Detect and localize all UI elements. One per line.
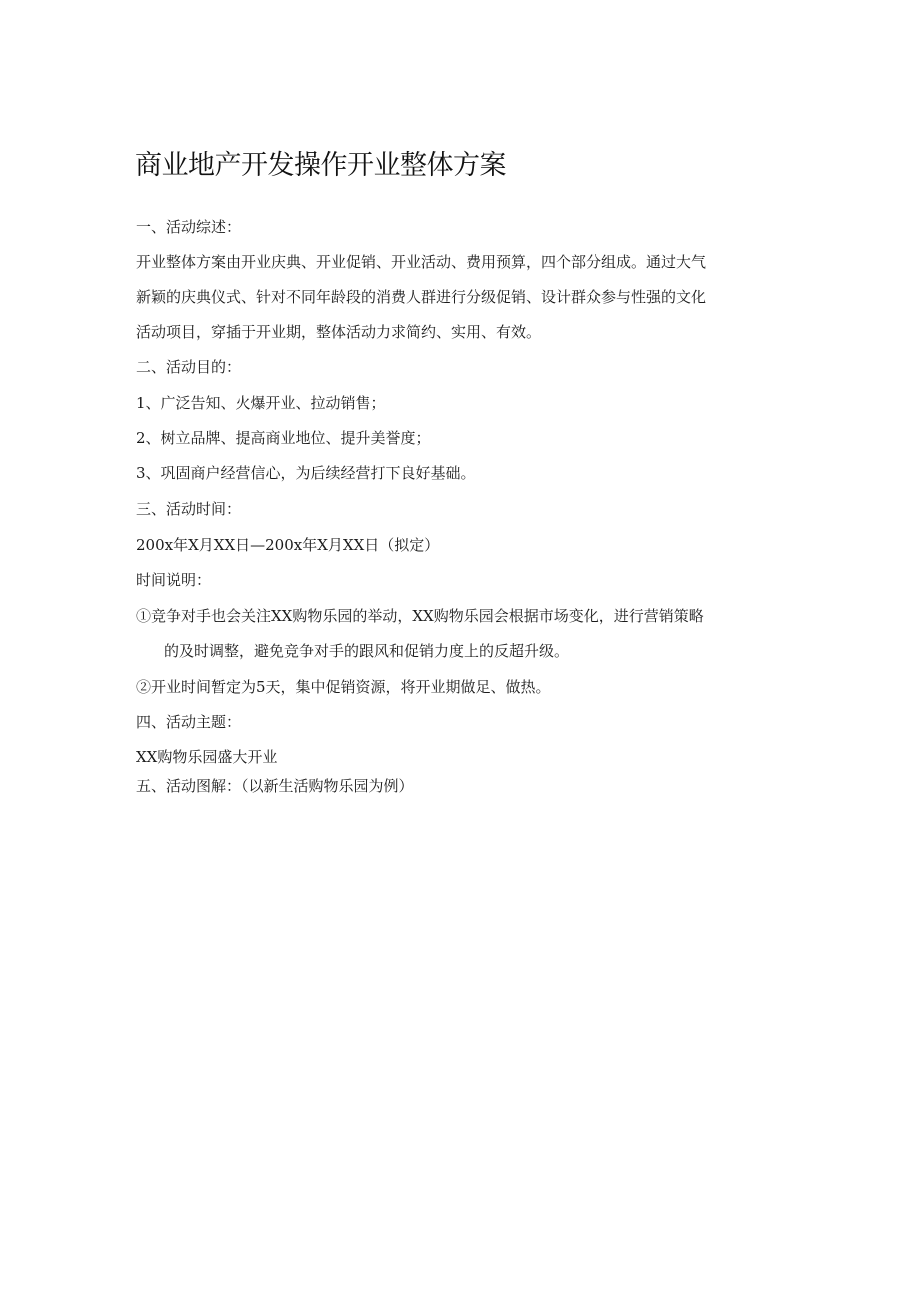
time-note-1-line-2: 的及时调整，避免竞争对手的跟风和促销力度上的反超升级。 bbox=[164, 642, 570, 660]
time-range: 200x年X月XX日—200x年X月XX日（拟定） bbox=[136, 536, 440, 554]
section-heading-purpose: 二、活动目的： bbox=[136, 358, 242, 376]
section-heading-time: 三、活动时间： bbox=[136, 500, 242, 518]
purpose-item-3: 3、巩固商户经营信心，为后续经营打下良好基础。 bbox=[136, 464, 476, 482]
theme-text: XX购物乐园盛大开业 bbox=[136, 748, 278, 766]
time-note-2: ②开业时间暂定为5天，集中促销资源，将开业期做足、做热。 bbox=[136, 678, 551, 696]
purpose-item-1: 1、广泛告知、火爆开业、拉动销售； bbox=[136, 394, 386, 412]
document-title: 商业地产开发操作开业整体方案 bbox=[135, 150, 506, 181]
time-note-1-line-1: ①竞争对手也会关注XX购物乐园的举动，XX购物乐园会根据市场变化，进行营销策略 bbox=[136, 607, 704, 625]
section-heading-theme: 四、活动主题： bbox=[136, 713, 242, 731]
overview-paragraph-line-3: 活动项目，穿插于开业期，整体活动力求简约、实用、有效。 bbox=[136, 323, 542, 341]
time-notes-heading: 时间说明： bbox=[136, 571, 212, 589]
section-heading-overview: 一、活动综述： bbox=[136, 218, 242, 236]
purpose-item-2: 2、树立品牌、提高商业地位、提升美誉度； bbox=[136, 429, 431, 447]
section-heading-illustration: 五、活动图解：（以新生活购物乐园为例） bbox=[136, 777, 414, 795]
overview-paragraph-line-2: 新颖的庆典仪式、针对不同年龄段的消费人群进行分级促销、设计群众参与性强的文化 bbox=[136, 288, 707, 306]
overview-paragraph-line-1: 开业整体方案由开业庆典、开业促销、开业活动、费用预算，四个部分组成。通过大气 bbox=[136, 253, 707, 271]
